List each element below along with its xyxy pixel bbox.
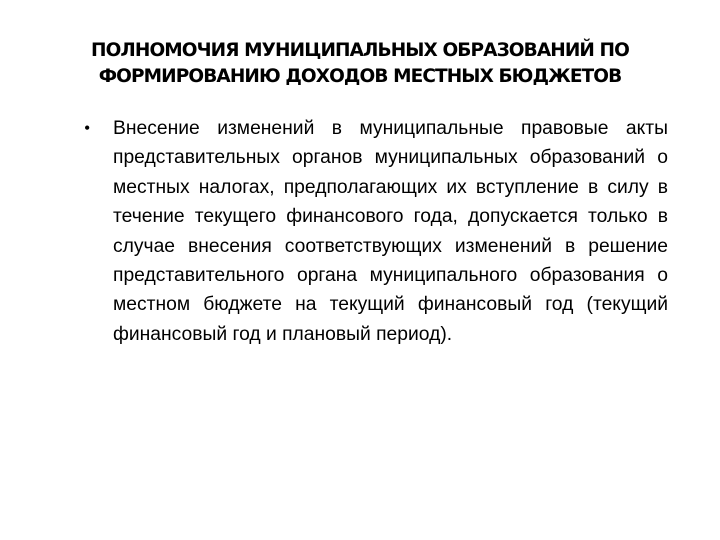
bullet-text: Внесение изменений в муниципальные правовые акты представительных органов муниципальных образований о местных налогах, предполагающих их вступление в силу в течение текущего финансового года, допускается только в случае внесения соответствующих изменений в решение представительного органа муниципального образования о местном бюджете на текущий финансовый год (текущий финансовый год и плановый период). (113, 118, 668, 345)
slide-title-line-2: ФОРМИРОВАНИЮ ДОХОДОВ МЕСТНЫХ БЮДЖЕТОВ (98, 66, 622, 87)
bullet-icon: • (84, 118, 91, 138)
slide-title-line-1: ПОЛНОМОЧИЯ МУНИЦИПАЛЬНЫХ ОБРАЗОВАНИЙ ПО (91, 40, 629, 61)
slide-title (40, 38, 680, 90)
